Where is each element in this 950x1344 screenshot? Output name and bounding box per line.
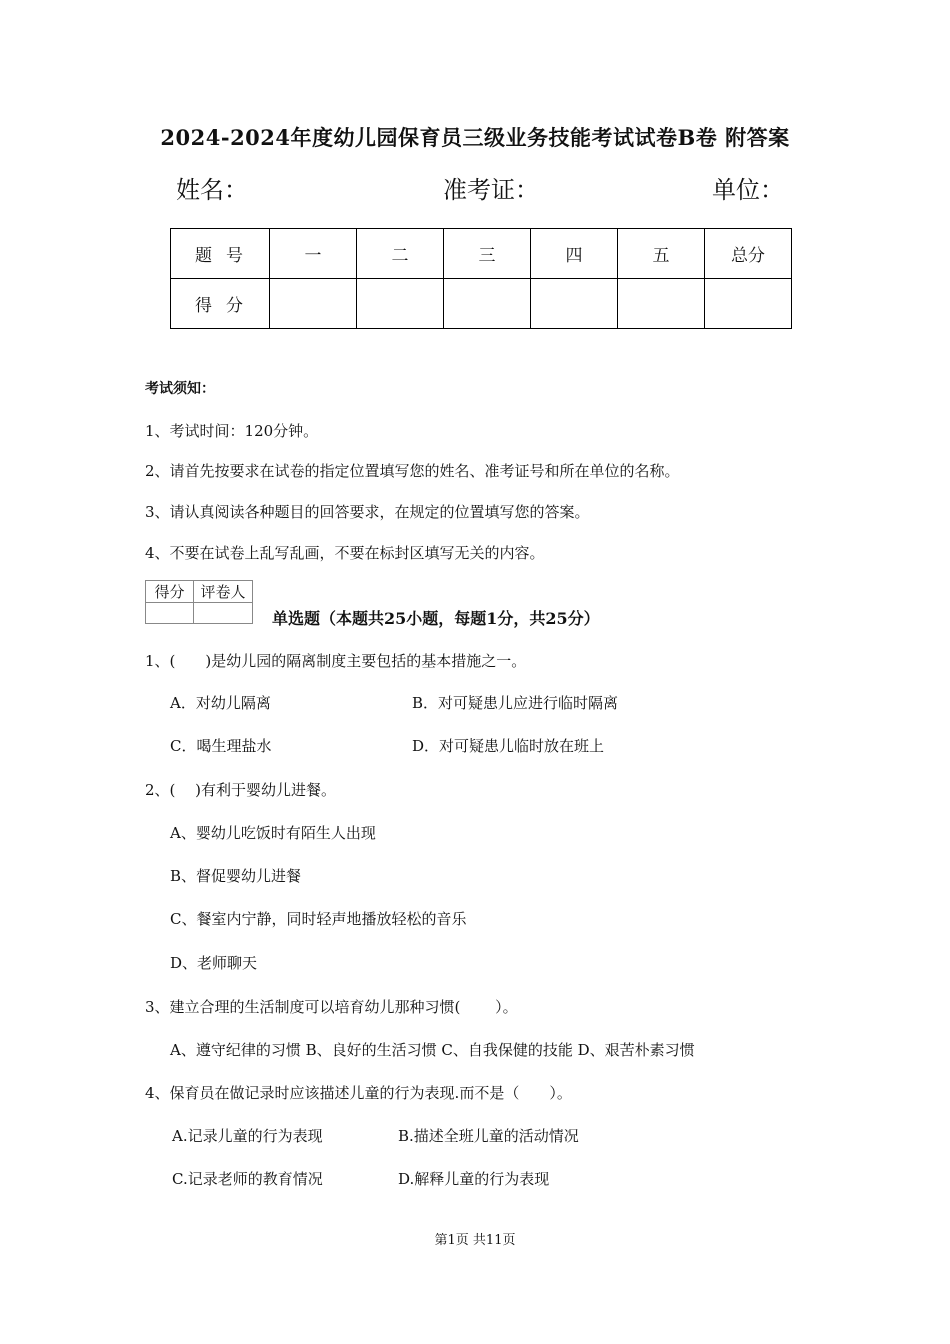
score-cell[interactable]: [444, 279, 531, 329]
question-option: A．对幼儿隔离: [170, 694, 271, 712]
grader-box: [145, 580, 253, 624]
grader-score-label: 得分: [146, 581, 194, 603]
score-row-label: 得分: [171, 279, 270, 329]
score-cell[interactable]: [270, 279, 357, 329]
notice-item: 1、考试时间：120分钟。: [145, 422, 319, 440]
question-option: C.记录老师的教育情况: [172, 1170, 323, 1188]
score-table-header-row: [171, 229, 792, 279]
question-stem: 3、建立合理的生活制度可以培育幼儿那种习惯( ）。: [145, 998, 518, 1016]
score-table-header-cell: 一: [270, 229, 357, 279]
question-stem: 2、( )有利于婴幼儿进餐。: [145, 781, 337, 799]
question-option: D、老师聊天: [170, 954, 258, 972]
unit-label: 单位：: [712, 176, 784, 204]
score-table: [170, 228, 792, 329]
exam-title: 2024-2024年度幼儿园保育员三级业务技能考试试卷B卷 附答案: [160, 125, 790, 150]
exam-number-label: 准考证：: [443, 176, 539, 204]
score-cell[interactable]: [705, 279, 792, 329]
grader-name-cell[interactable]: [194, 603, 253, 624]
notice-title: 考试须知：: [145, 381, 215, 397]
section-title: 单选题（本题共25小题，每题1分，共25分）: [272, 609, 600, 628]
score-cell[interactable]: [357, 279, 444, 329]
question-option: A、婴幼儿吃饭时有陌生人出现: [170, 824, 376, 842]
notice-item: 3、请认真阅读各种题目的回答要求，在规定的位置填写您的答案。: [145, 503, 590, 521]
score-cell[interactable]: [618, 279, 705, 329]
question-options-line: A、遵守纪律的习惯 B、良好的生活习惯 C、自我保健的技能 D、艰苦朴素习惯: [170, 1041, 695, 1059]
question-stem: 1、( )是幼儿园的隔离制度主要包括的基本措施之一。: [145, 652, 527, 670]
question-option: C．喝生理盐水: [170, 737, 272, 755]
question-option: B、督促婴幼儿进餐: [170, 867, 302, 885]
grader-score-cell[interactable]: [146, 603, 194, 624]
score-cell[interactable]: [531, 279, 618, 329]
question-option: D.解释儿童的行为表现: [398, 1170, 550, 1188]
score-table-header-cell: 三: [444, 229, 531, 279]
notice-item: 2、请首先按要求在试卷的指定位置填写您的姓名、准考证号和所在单位的名称。: [145, 462, 680, 480]
question-option: A.记录儿童的行为表现: [172, 1127, 323, 1145]
score-table-header-cell: 题号: [171, 229, 270, 279]
question-option: B．对可疑患儿应进行临时隔离: [412, 694, 619, 712]
grader-name-label: 评卷人: [194, 581, 253, 603]
question-option: B.描述全班儿童的活动情况: [398, 1127, 579, 1145]
question-stem: 4、保育员在做记录时应该描述儿童的行为表现.而不是（ ）。: [145, 1084, 572, 1102]
notice-item: 4、不要在试卷上乱写乱画，不要在标封区填写无关的内容。: [145, 544, 545, 562]
score-table-header-cell: 二: [357, 229, 444, 279]
score-table-header-cell: 五: [618, 229, 705, 279]
page-footer: 第1页 共11页: [434, 1233, 516, 1248]
question-option: D．对可疑患儿临时放在班上: [412, 737, 605, 755]
score-table-header-cell: 总分: [705, 229, 792, 279]
question-option: C、餐室内宁静，同时轻声地播放轻松的音乐: [170, 910, 467, 928]
score-table-header-cell: 四: [531, 229, 618, 279]
name-label: 姓名：: [176, 176, 248, 204]
score-table-score-row: [171, 279, 792, 329]
